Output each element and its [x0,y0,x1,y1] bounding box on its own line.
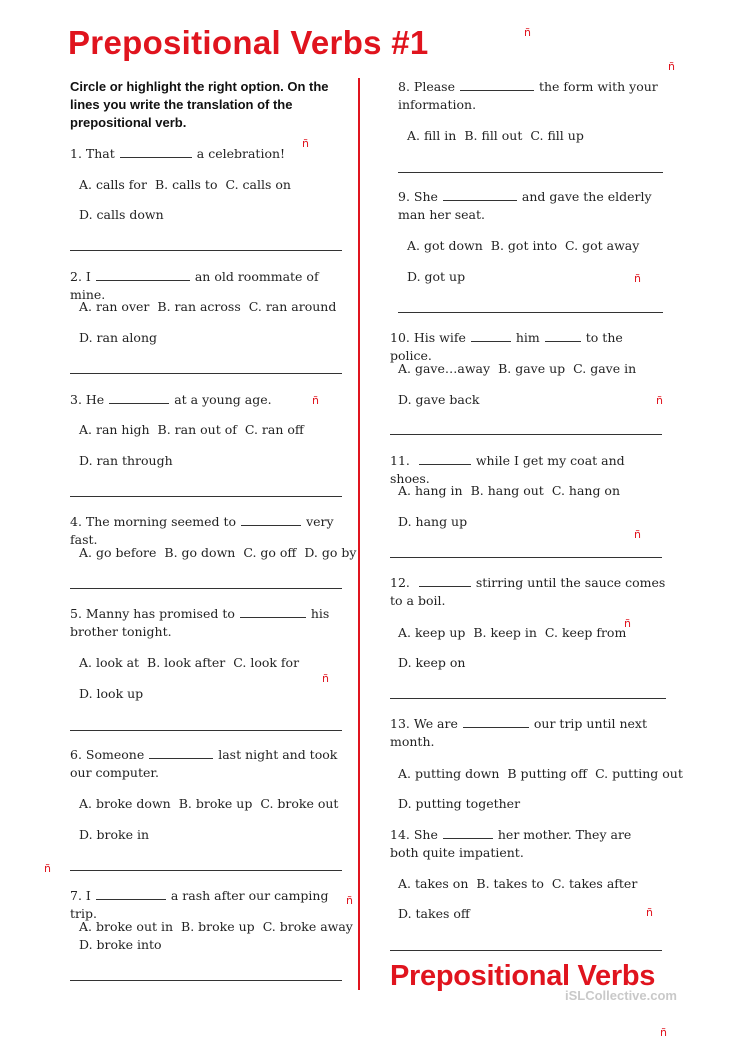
translation-line[interactable] [390,698,666,699]
answer-option[interactable]: C. hang on [551,483,620,498]
options-row [398,624,626,642]
answer-blank[interactable] [240,605,306,618]
answer-blank[interactable] [120,145,192,158]
worksheet-title: Prepositional Verbs #1 [68,24,429,61]
answer-option[interactable]: B. go down [164,545,236,560]
answer-option[interactable]: D. broke in [79,827,150,842]
options-row [79,544,356,562]
options-row [398,391,479,409]
answer-blank[interactable] [463,715,529,728]
answer-option[interactable]: D. go by [304,545,357,560]
question-part: Please [413,79,455,94]
question-part: His wife [413,330,466,345]
answer-option[interactable]: D. ran through [79,453,173,468]
answer-option[interactable]: C. gave in [573,361,637,376]
answer-blank[interactable] [443,826,493,839]
question-part: We are [413,716,458,731]
answer-option[interactable]: B. ran out of [157,422,237,437]
answer-option[interactable]: C. ran off [244,422,304,437]
answer-option[interactable]: D. calls down [79,207,164,222]
answer-blank[interactable] [419,452,471,465]
question-text [390,574,666,610]
options-row [398,905,470,923]
translation-line[interactable] [70,980,342,981]
options-row [79,918,353,936]
options-row [79,176,291,194]
translation-line[interactable] [398,312,663,313]
answer-option[interactable]: D. gave back [398,392,480,407]
answer-option[interactable]: D. keep on [398,655,466,670]
question-part: 7. [70,888,86,903]
options-row [398,795,520,813]
question-part: 12. [390,575,414,590]
question-part: very fast. [70,514,334,547]
answer-option[interactable]: B. keep in [473,625,537,640]
answer-option[interactable]: C. look for [233,655,300,670]
question-part: 11. [390,453,414,468]
answer-option[interactable]: C. got away [565,238,640,253]
options-row [407,268,465,286]
answer-option[interactable]: C. putting out [595,766,683,781]
question-part: 1. [70,146,86,161]
answer-option[interactable]: A. got down [407,238,483,253]
translation-line[interactable] [70,373,342,374]
question-part: 6. [70,747,86,762]
decorative-mark: ñ [634,272,641,285]
answer-option[interactable]: C. fill up [530,128,584,143]
question-part: a celebration! [196,146,286,161]
answer-option[interactable]: B. look after [147,655,226,670]
answer-option[interactable]: B putting off [507,766,588,781]
options-row [407,127,584,145]
question-part: his brother tonight. [70,606,330,639]
question-part: 14. [390,827,414,842]
question-text [70,746,342,782]
answer-option[interactable]: D. broke into [79,937,162,952]
question-part: 3. [70,392,86,407]
decorative-mark: ñ [656,394,663,407]
question-part: 5. [70,606,86,621]
answer-option[interactable]: A. keep up [398,625,466,640]
options-row [79,452,173,470]
translation-line[interactable] [390,557,662,558]
question-part: our trip until next month. [390,716,648,749]
decorative-mark: ñ [44,862,51,875]
answer-option[interactable]: A. hang in [398,483,463,498]
options-row [79,826,149,844]
watermark: iSLCollective.com [565,988,677,1003]
question-part: 10. [390,330,414,345]
options-row [398,654,465,672]
answer-option[interactable]: A. broke out in [79,919,174,934]
decorative-mark: ñ [634,528,641,541]
answer-option[interactable]: A. go before [79,545,157,560]
answer-blank[interactable] [241,513,301,526]
decorative-mark: ñ [660,1026,667,1039]
question-part: to the police. [390,330,623,363]
answer-option[interactable]: A. fill in [407,128,457,143]
answer-option[interactable]: B. calls to [154,177,218,192]
answer-option[interactable]: B. fill out [464,128,523,143]
answer-option[interactable]: C. keep from [544,625,627,640]
footer-title: Prepositional Verbs [390,960,656,992]
answer-option[interactable]: A. gave…away [398,361,491,376]
answer-option[interactable]: B. ran across [157,299,241,314]
answer-blank[interactable] [149,746,213,759]
translation-line[interactable] [390,434,662,435]
translation-line[interactable] [70,588,342,589]
question-part: Someone [85,747,145,762]
question-text [390,826,662,862]
answer-option[interactable]: C. calls on [225,177,291,192]
question-part: Manny has promised to [85,606,235,621]
answer-option[interactable]: C. broke out [260,796,339,811]
options-row [398,765,683,783]
answer-option[interactable]: A. putting down [398,766,500,781]
options-row [79,654,299,672]
question-text [390,715,662,751]
answer-option[interactable]: B. takes to [476,876,544,891]
answer-blank[interactable] [419,574,471,587]
options-row [79,936,162,954]
answer-option[interactable]: A. takes on [398,876,469,891]
answer-option[interactable]: D. look up [79,686,144,701]
options-row [79,685,143,703]
question-part: a rash after our camping trip. [70,888,329,921]
translation-line[interactable] [398,172,663,173]
options-row [398,875,637,893]
translation-line[interactable] [390,950,662,951]
translation-line[interactable] [70,250,342,251]
options-row [398,360,636,378]
answer-blank[interactable] [96,887,166,900]
decorative-mark: ñ [524,26,531,39]
question-part: and gave the elderly man her seat. [398,189,652,222]
question-text [70,605,342,641]
answer-option[interactable]: B. broke up [181,919,255,934]
decorative-mark: ñ [302,137,309,150]
question-part: while I get my coat and shoes. [390,453,625,486]
answer-option[interactable]: D. ran along [79,330,158,345]
options-row [398,482,620,500]
question-part: an old roommate of mine. [70,269,319,302]
answer-option[interactable]: A. look at [79,655,140,670]
question-part: stirring until the sauce comes to a boil. [390,575,666,608]
answer-option[interactable]: B. gave up [498,361,566,376]
options-row [79,206,164,224]
question-text [70,391,342,409]
question-part: her mother. They are both quite impatient. [390,827,632,860]
question-part: 13. [390,716,414,731]
instructions: Circle or highlight the right option. On the lines you write the translation of the prepositional verb. [70,79,329,130]
answer-option[interactable]: C. go off [243,545,297,560]
question-part: That [85,146,115,161]
options-row [79,795,338,813]
answer-option[interactable]: A. ran high [79,422,150,437]
decorative-mark: ñ [312,394,319,407]
question-part: The morning seemed to [85,514,237,529]
answer-blank[interactable] [471,329,511,342]
answer-blank[interactable] [443,188,517,201]
question-part: She [413,189,438,204]
answer-option[interactable]: B. got into [490,238,558,253]
decorative-mark: ñ [646,906,653,919]
translation-line[interactable] [70,870,342,871]
question-text [398,78,663,114]
question-part: 8. [398,79,414,94]
answer-blank[interactable] [109,391,169,404]
question-part: 9. [398,189,414,204]
answer-option[interactable]: C. ran around [248,299,337,314]
options-row [79,421,304,439]
answer-option[interactable]: A. calls for [79,177,147,192]
question-part: at a young age. [174,392,272,407]
answer-option[interactable]: B. hang out [470,483,544,498]
answer-blank[interactable] [96,268,190,281]
options-row [79,298,336,316]
answer-option[interactable]: C. takes after [551,876,638,891]
answer-blank[interactable] [460,78,534,91]
question-part: She [413,827,438,842]
question-text [398,188,663,224]
decorative-mark: ñ [346,894,353,907]
column-divider [358,78,360,990]
translation-line[interactable] [70,730,342,731]
question-part: 4. [70,514,86,529]
answer-option[interactable]: C. broke away [262,919,353,934]
question-part: I [85,888,91,903]
options-row [398,513,467,531]
answer-option[interactable]: D. putting together [398,796,521,811]
question-part: him [515,330,540,345]
options-row [407,237,639,255]
decorative-mark: ñ [624,617,631,630]
decorative-mark: ñ [322,672,329,685]
question-part: He [85,392,105,407]
options-row [79,329,157,347]
answer-option[interactable]: D. hang up [398,514,468,529]
question-part: I [85,269,91,284]
answer-option[interactable]: A. ran over [79,299,150,314]
answer-option[interactable]: D. got up [407,269,466,284]
question-part: the form with your information. [398,79,658,112]
answer-option[interactable]: D. takes off [398,906,470,921]
question-part: 2. [70,269,86,284]
answer-option[interactable]: B. broke up [178,796,253,811]
question-part: last night and took our computer. [70,747,338,780]
decorative-mark: ñ [668,60,675,73]
translation-line[interactable] [70,496,342,497]
answer-option[interactable]: A. broke down [79,796,171,811]
answer-blank[interactable] [545,329,581,342]
